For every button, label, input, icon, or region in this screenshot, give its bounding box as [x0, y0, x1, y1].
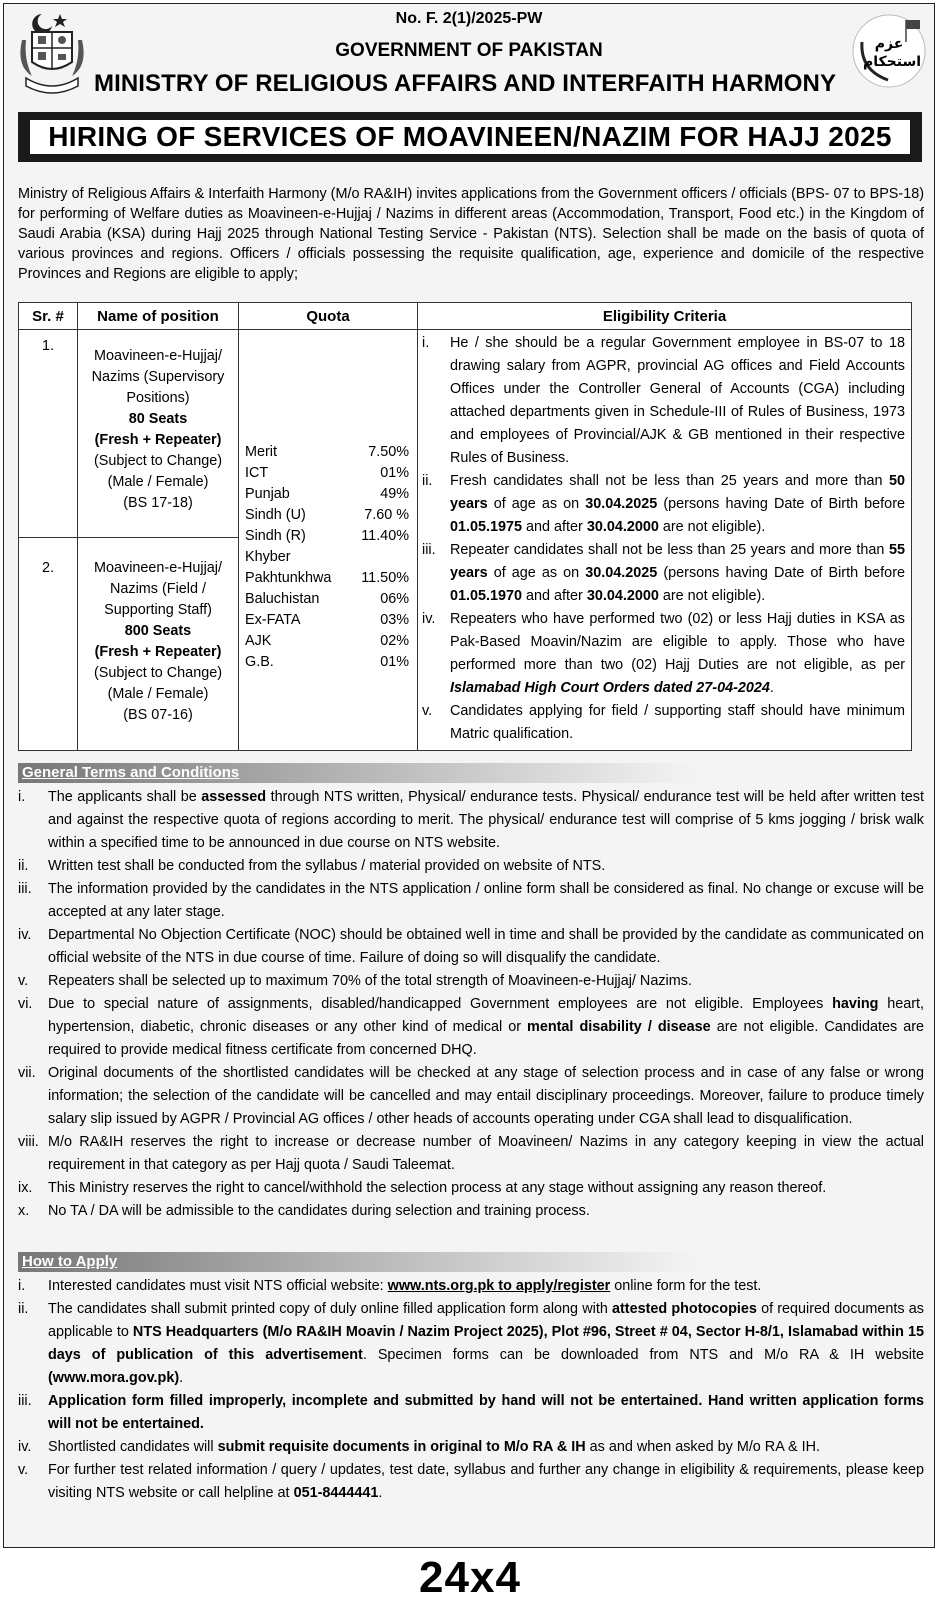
- list-item: v. For further test related information / query / updates, test date, syllabus and further any change in eligibility & requirements, please keep visiting NTS website or call helpline at 051-8444441.: [18, 1462, 924, 1501]
- quota-row: ICT 01%: [245, 465, 409, 481]
- table-header-row: [19, 303, 912, 330]
- list-item: vi. Due to special nature of assignments, disabled/handicapped Government employees are not eligible. Employees having heart, hypertension, diabetic, chronic diseases or any other kind of medical or mental disability / disease are not eligible. Candidates are required to provide medical fitness certificate from concerned DHQ.: [18, 996, 924, 1058]
- quota-row: Sindh (U) 7.60 %: [245, 507, 409, 523]
- logo-text-line-1: عزم: [874, 36, 904, 52]
- list-item: ii. Written test shall be conducted from the syllabus / material provided on website of NTS.: [18, 858, 606, 874]
- nts-website-link[interactable]: www.nts.org.pk to apply/register: [387, 1278, 611, 1294]
- header-quota: Quota: [239, 303, 418, 330]
- quota-row: Ex-FATA 03%: [245, 612, 409, 628]
- azm-e-istehkam-logo-icon: [850, 12, 928, 90]
- position-cell: [78, 538, 239, 751]
- eligibility-item: iii. Repeater candidates shall not be less than 25 years and more than 55 years of age as on 30.04.2025 (persons having Date of Birth before 01.05.1970 and after 30.04.2000 are not eligible).: [422, 542, 905, 604]
- header-position: Name of position: [78, 303, 239, 330]
- header-eligibility: Eligibility Criteria: [418, 303, 912, 330]
- quota-row: Sindh (R) 11.40%: [245, 528, 409, 544]
- list-item: viii. M/o RA&IH reserves the right to increase or decrease number of Moavineen/ Nazims in any category keeping in view the actual requirement in that category as per Hajj quota / Saudi Taleemat.: [18, 1134, 924, 1173]
- position-line: Nazims (Field /: [110, 581, 206, 597]
- gender-note: (Male / Female): [107, 474, 209, 490]
- candidate-type: (Fresh + Repeater): [94, 644, 222, 660]
- eligibility-cell: [418, 330, 912, 751]
- list-item: vii. Original documents of the shortlisted candidates will be checked at any stage of selection process and in case of any false or wrong information; the selection of the candidate will be cancelled and may entail disciplinary proceedings. Moreover, failure to produce timely salary slip issued by AGPR / Provincial AG offices / other heads of accounts operating under CGA shall lead to disqualification.: [18, 1065, 924, 1127]
- quota-row: Merit 7.50%: [245, 444, 409, 460]
- ministry-title: MINISTRY OF RELIGIOUS AFFAIRS AND INTERFAITH HARMONY: [94, 70, 837, 97]
- eligibility-item: iv. Repeaters who have performed two (02) or less Hajj duties in KSA as Pak-Based Moavin/Nazim are eligible to apply. Those who have performed more than two (02) Hajj Duties are not eligible, as per Islamabad High Court Orders dated 27-04-2024.: [422, 611, 905, 696]
- list-item: x. No TA / DA will be admissible to the candidates during selection and training process.: [18, 1203, 590, 1219]
- list-item: ix. This Ministry reserves the right to cancel/withhold the selection process at any stage without assigning any reason thereof.: [18, 1180, 827, 1196]
- quota-row: Khyber: [245, 549, 291, 565]
- list-item: i. The applicants shall be assessed through NTS written, Physical/ endurance tests. Physical/ endurance test will be held after written test and against the respective quota of regions according to merit. The physical/ endurance test will comprise of 5 kms jogging / brisk walk within a specified time to be announced in due course on NTS website.: [18, 789, 924, 851]
- how-to-apply-list: [18, 1275, 924, 1505]
- positions-table: [18, 302, 912, 751]
- list-item: v. Repeaters shall be selected up to maximum 70% of the total strength of Moavineen-e-Hujjaj/ Nazims.: [18, 973, 692, 989]
- position-cell: [78, 330, 239, 538]
- position-line: Moavineen-e-Hujjaj/: [94, 348, 222, 364]
- government-title: GOVERNMENT OF PAKISTAN: [335, 40, 603, 61]
- quota-row: AJK 02%: [245, 633, 409, 649]
- quota-row: Punjab 49%: [245, 486, 409, 502]
- gender-note: (Male / Female): [107, 686, 209, 702]
- list-item: iv. Departmental No Objection Certificate (NOC) should be obtained well in time and shall be provided by the candidate as communicated on official website of the NTS in due course of time. Failure of doing so will disqualify the candidate.: [18, 927, 924, 966]
- eligibility-item: i. He / she should be a regular Government employee in BS-07 to 18 drawing salary from AGPR, provincial AG offices and Field Accounts Offices under the Controller General of Accounts (CGA) including attached departments given in Schedule-III of Rules of Business, 1973 and employees of Provincial/AJK & GB mentioned in their respective Rules of Business.: [422, 335, 905, 466]
- list-item: iii. The information provided by the candidates in the NTS application / online form shall be considered as final. No change or excuse will be accepted at any later stage.: [18, 881, 924, 920]
- subject-note: (Subject to Change): [94, 665, 222, 681]
- advertisement-page: [3, 3, 935, 1548]
- quota-row: G.B. 01%: [245, 654, 409, 670]
- ad-size-label: 24x4: [419, 1553, 521, 1602]
- seats-count: 800 Seats: [124, 623, 192, 639]
- eligibility-item: v. Candidates applying for field / supporting staff should have minimum Matric qualification.: [422, 703, 905, 742]
- candidate-type: (Fresh + Repeater): [94, 432, 222, 448]
- bs-scale: (BS 17-18): [123, 495, 193, 511]
- title-banner: [18, 112, 922, 162]
- reference-number: No. F. 2(1)/2025-PW: [395, 10, 543, 27]
- quota-cell: [239, 330, 418, 751]
- general-terms-list: [18, 786, 924, 1223]
- position-line: Moavineen-e-Hujjaj/: [94, 560, 222, 576]
- logo-text-line-2: استحکام: [862, 54, 922, 70]
- list-item: i. Interested candidates must visit NTS official website: www.nts.org.pk to apply/register online form for the test.: [18, 1278, 762, 1294]
- helpline-number[interactable]: 051-8444441: [293, 1485, 379, 1501]
- sr-cell: 1.: [19, 330, 78, 538]
- header-sr: Sr. #: [19, 303, 78, 330]
- position-line: Nazims (Supervisory: [91, 369, 225, 385]
- mora-website-link[interactable]: (www.mora.gov.pk): [48, 1370, 180, 1386]
- table-row: [19, 330, 912, 538]
- list-item: iv. Shortlisted candidates will submit requisite documents in original to M/o RA & IH as and when asked by M/o RA & IH.: [18, 1439, 820, 1455]
- intro-paragraph: Ministry of Religious Affairs & Interfaith Harmony (M/o RA&IH) invites applications from the Government officers / officials (BPS- 07 to BPS-18) for performing of Welfare duties as Moavineen-e-Hujjaj / Nazims in different areas (Accommodation, Transport, Food etc.) in the Kingdom of Saudi Arabia (KSA) during Hajj 2025 through National Testing Service - Pakistan (NTS). Selection shall be made on the basis of quota of various provinces and regions. Officers / officials possessing the requisite qualification, age, experience and domicile of the respective Provinces and Regions are eligible to apply;: [18, 186, 924, 282]
- ad-header: [4, 4, 934, 169]
- quota-row: Baluchistan 06%: [245, 591, 409, 607]
- subject-note: (Subject to Change): [94, 453, 222, 469]
- seats-count: 80 Seats: [128, 411, 188, 427]
- how-to-apply-heading: How to Apply: [18, 1252, 924, 1272]
- eligibility-item: ii. Fresh candidates shall not be less than 25 years and more than 50 years of age as on 30.04.2025 (persons having Date of Birth before 01.05.1975 and after 30.04.2000 are not eligible).: [422, 473, 905, 535]
- sr-cell: 2.: [19, 538, 78, 751]
- ad-title: HIRING OF SERVICES OF MOAVINEEN/NAZIM FOR HAJJ 2025: [30, 120, 910, 154]
- quota-row: Pakhtunkhwa 11.50%: [245, 570, 409, 586]
- general-terms-heading: General Terms and Conditions: [18, 763, 924, 783]
- list-item: ii. The candidates shall submit printed copy of duly online filled application form along with attested photocopies of required documents as applicable to NTS Headquarters (M/o RA&IH Moavin / Nazim Project 2025), Plot #96, Street # 04, Sector H-8/1, Islamabad within 15 days of publication of this advertisement. Specimen forms can be downloaded from NTS and M/o RA & IH website (www.mora.gov.pk).: [18, 1301, 925, 1386]
- position-line: Positions): [126, 390, 190, 406]
- list-item: iii. Application form filled improperly, incomplete and submitted by hand will not be entertained. Hand written application forms will not be entertained.: [18, 1393, 924, 1432]
- bs-scale: (BS 07-16): [123, 707, 193, 723]
- position-line: Supporting Staff): [104, 602, 212, 618]
